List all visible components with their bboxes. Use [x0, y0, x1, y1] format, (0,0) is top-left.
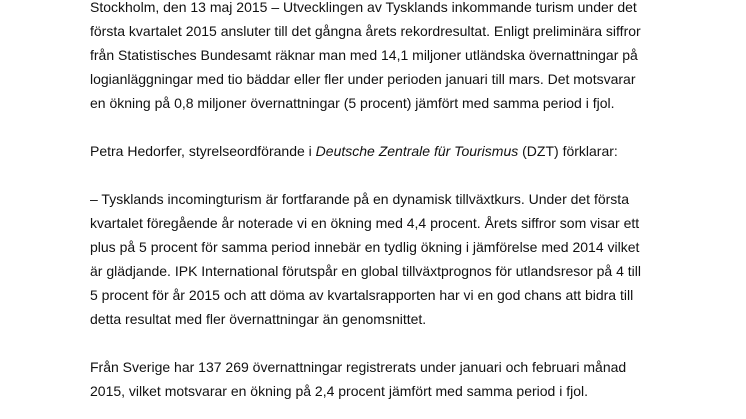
text-line: Stockholm, den 13 maj 2015 – Utvecklingen av Tysklands inkommande turism under det	[90, 0, 637, 15]
text-line: är glädjande. IPK International förutspår en global tillväxtprognos för utlandsresor på 4 till	[90, 263, 641, 279]
text-line: detta resultat med fler övernattningar än genomsnittet.	[90, 311, 427, 327]
text-line: – Tysklands incomingturism är fortfarande på en dynamisk tillväxtkurs. Under det första	[90, 191, 629, 207]
quote-intro-after: (DZT) förklarar:	[518, 143, 618, 159]
paragraph-quote-intro	[90, 141, 618, 161]
quote-intro-before: Petra Hedorfer, styrelseordförande i	[90, 143, 316, 159]
text-line: 5 procent för år 2015 och att döma av kvartalsrapporten har vi en god chans att bidra till	[90, 287, 634, 303]
text-line: logianläggningar med tio bäddar eller fler under perioden januari till mars. Det motsvarar	[90, 71, 636, 87]
text-line: från Statistisches Bundesamt räknar man med 14,1 miljoner utländska övernattningar på	[90, 47, 638, 63]
text-line: första kvartalet 2015 ansluter till det gångna årets rekordresultat. Enligt preliminära siffror	[90, 23, 641, 39]
text-line: kvartalet föregående år noterade vi en ökning med 4,4 procent. Årets siffror som visar ett	[90, 215, 640, 231]
text-line: plus på 5 procent för samma period innebär en tydlig ökning i jämförelse med 2014 vilket	[90, 239, 640, 255]
text-line: Från Sverige har 137 269 övernattningar registrerats under januari och februari månad	[90, 359, 627, 375]
organization-name: Deutsche Zentrale für Tourismus	[315, 143, 519, 159]
text-line: 2015, vilket motsvarar en ökning på 2,4 procent jämfört med samma period i fjol.	[90, 383, 589, 399]
text-line: en ökning på 0,8 miljoner övernattningar (5 procent) jämfört med samma period i fjol.	[90, 95, 615, 111]
